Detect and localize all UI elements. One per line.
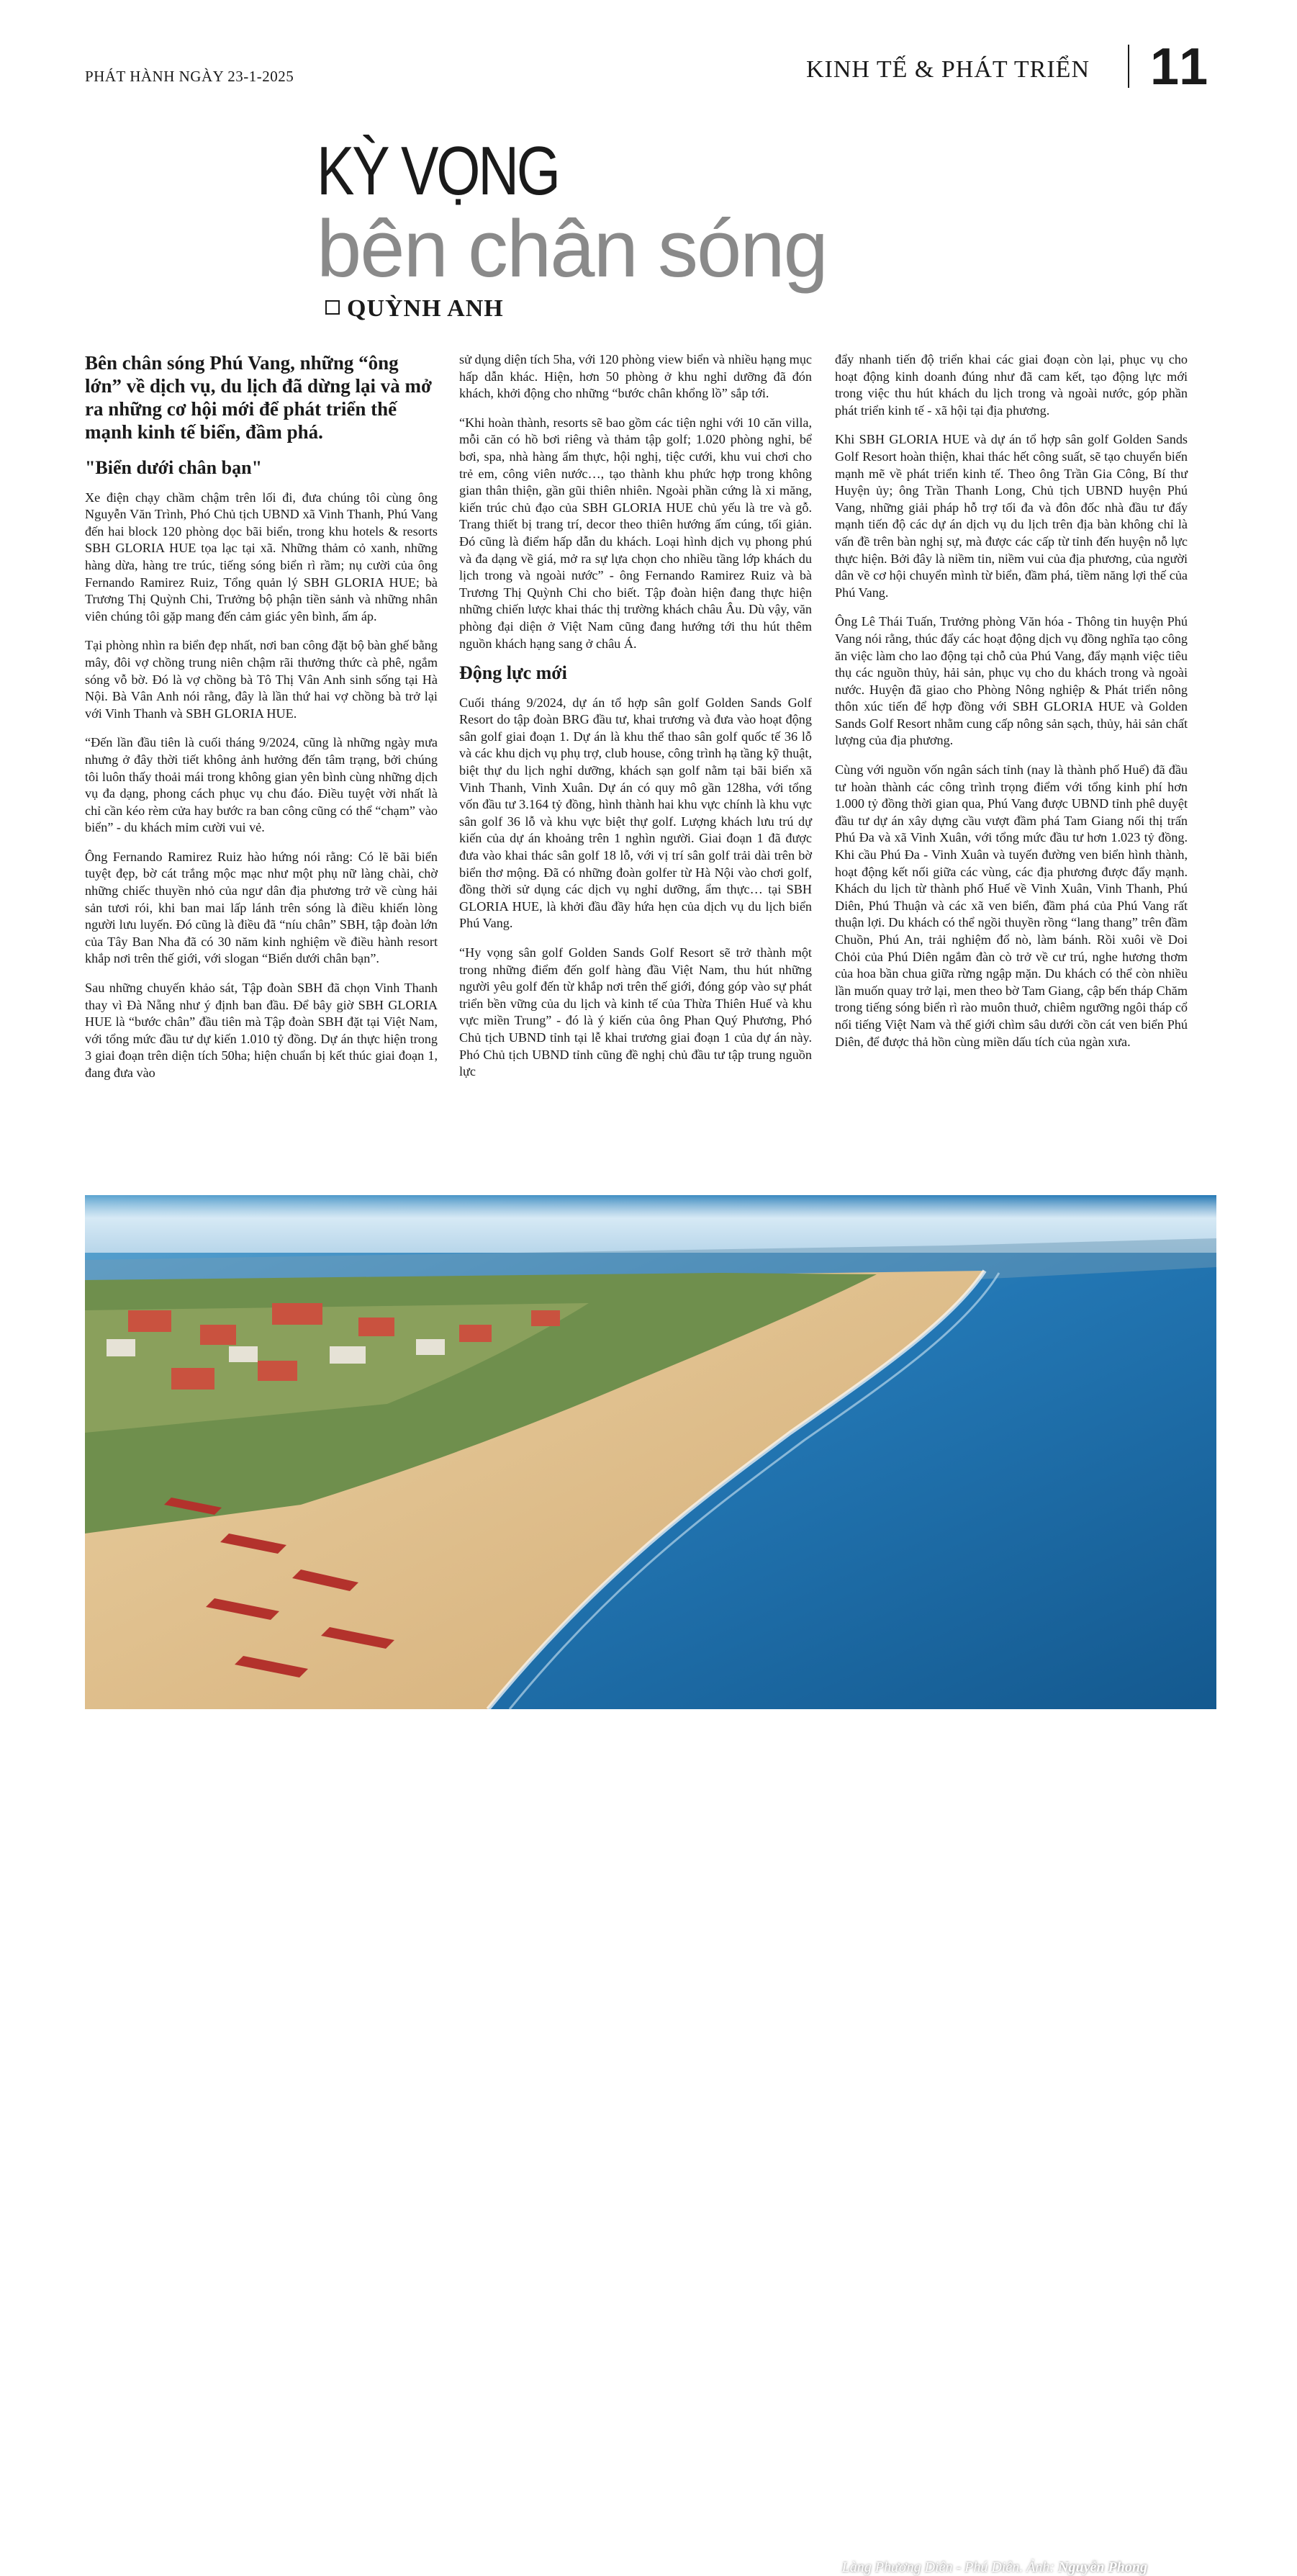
column-2 [459,351,812,1093]
paragraph: “Đến lần đầu tiên là cuối tháng 9/2024, cũng là những ngày mưa nhưng ở đây thời tiết không ảnh hưởng đến tâm trạng, bởi chúng tôi luôn thấy thoải mái trong không gian yên bình cùng những dịch vụ đa dạng, phong cách phục vụ chu đáo. Điều tuyệt vời nhất là chỉ cần kéo rèm cửa hay bước ra ban công cũng có thể “chạm” vào biển” - du khách mỉm cười vui vẻ. [85,735,438,835]
issue-date: PHÁT HÀNH NGÀY 23-1-2025 [85,68,294,85]
byline [325,295,504,323]
caption-author: Nguyễn Phong [1058,2559,1147,2575]
photo-caption [842,2559,1147,2576]
paragraph: “Hy vọng sân golf Golden Sands Golf Resort sẽ trở thành một trong những điểm đến golf hàng đầu Việt Nam, thu hút những người yêu golf đến từ khắp nơi trên thế giới, đóng góp vào sự phát triển bền vững của du lịch và kinh tế của Thừa Thiên Huế và khu vực miền Trung” - đó là ý kiến của ông Phan Quý Phương, Phó Chủ tịch UBND tỉnh tại lễ khai trương giai đoạn 1 của dự án này. Phó Chủ tịch UBND tỉnh cũng đề nghị chủ đầu tư tập trung nguồn lực [459,945,812,1079]
caption-text: Làng Phương Diên - Phú Diên. Ảnh: [841,2559,1055,2575]
paragraph: Khi SBH GLORIA HUE và dự án tổ hợp sân golf Golden Sands Golf Resort hoàn thiện, khai thác hết công suất, sẽ tạo chuyển biến mạnh mẽ về phát triển kinh tế. Theo ông Trần Gia Công, Bí thư Huyện ủy; ông Trần Thanh Long, Chủ tịch UBND huyện Phú Vang, những giải pháp hỗ trợ tối đa và đôn đốc nhà đầu tư đẩy mạnh tiến độ các dự án dịch vụ du lịch trên địa bàn không chỉ là vấn đề trên bàn nghị sự, mà được các cấp từ tỉnh đến huyện nỗ lực thực hiện. Bởi đây là niềm tin, niềm vui của địa phương, của người dân về cơ hội chuyển mình từ biển, đầm phá, tiềm năng lợi thế của Phú Vang. [835,432,1188,600]
paragraph: Cuối tháng 9/2024, dự án tổ hợp sân golf Golden Sands Golf Resort do tập đoàn BRG đầu tư, khai trương và đưa vào hoạt động sân golf giai đoạn 1. Dự án là khu thể thao sân golf quốc tế 36 lỗ và các khu dịch vụ phụ trợ, club house, công trình hạ tầng kỹ thuật, biệt thự du lịch nghỉ dưỡng, khách sạn golf nằm tại bãi biển xã Vinh Thanh, Vinh Xuân. Dự án có quy mô gần 128ha, với tổng vốn đầu tư 3.164 tỷ đồng, hình thành hai khu vực chính là khu vực sân golf 36 lỗ và khu vực biệt thự golf. Lượng khách lưu trú dự kiến của dự án khoảng trên 1 nghìn người. Giai đoạn 1 đã được đưa vào khai thác sân golf 18 lỗ, với vị trí sân golf trải dài trên bờ biển thơ mộng. Đã có những đoàn golfer từ Hà Nội vào chơi golf, đồng thời sử dụng các dịch vụ nghỉ dưỡng, ẩm thực… tại SBH GLORIA HUE, là khởi đầu đầy hứa hẹn của dịch vụ du lịch biển Phú Vang. [459,695,812,931]
section-title: KINH TẾ & PHÁT TRIỂN [806,56,1090,83]
byline-box-icon [325,300,340,315]
subheading-2: Động lực mới [459,662,567,684]
paragraph: Cùng với nguồn vốn ngân sách tỉnh (nay là thành phố Huế) đã đầu tư hoàn thành các công trình trọng điểm với tổng kinh phí hơn 1.000 tỷ đồng thời gian qua, Phú Vang được UBND tỉnh phê duyệt đầu tư dự án xây dựng cầu vượt đầm phá Tam Giang nối thị trấn Phú Đa và xã Vinh Xuân, với tổng mức đầu tư hơn 1.023 tỷ đồng. Khi cầu Phú Đa - Vinh Xuân và tuyến đường ven biển hình thành, hoạt động kết nối giữa các vùng, các địa phương được đẩy mạnh. Khách du lịch từ thành phố Huế về Vinh Xuân, Vinh Thanh, Phú Diên, Phú Thuận và các xã ven biển, đầm phá của Phú Vang rất thuận lợi. Du khách có thể ngồi thuyền rồng “lang thang” trên đầm Chuồn, Phú An, trải nghiệm đổ nò, làm bánh. Rồi xuôi về Doi Chỏi của Phú Diên ngắm đàn cò trở về cư trú, nghe hương thơm của hoa bần chua giữa rừng ngập mặn. Du khách có thể còn nhiều lần muốn quay trở lại, men theo bờ Tam Giang, cập bến tháp Chăm trong tiếng sóng biển rì rào muôn thuở, chiêm ngưỡng ngôi tháp cổ nối tiếng Việt Nam và thế giới chìm sâu dưới cồn cát ven biển Phú Diên, để được thả hồn cùng miền dấu tích của ngàn xưa. [835,762,1188,1049]
lead-paragraph: Bên chân sóng Phú Vang, những “ông lớn” về dịch vụ, du lịch đã dừng lại và mở ra những cơ hội mới để phát triển thế mạnh kinh tế biển, đầm phá. [85,352,432,443]
paragraph: “Khi hoàn thành, resorts sẽ bao gồm các tiện nghi với 10 căn villa, mỗi căn có hồ bơi riêng và thảm tập golf; 1.020 phòng nghỉ, bể bơi, spa, nhà hàng ẩm thực, hội nghị, tiệc cưới, khu vui chơi cho trẻ em, công viên nước…, tạo thành khu phức hợp trong không gian thân thiện, gần gũi thiên nhiên. Ngoài phần cứng là xi măng, kiến trúc chủ đạo của SBH GLORIA HUE chủ yếu là tre và gỗ. Trang thiết bị trang trí, decor theo thiên hướng ấm cúng, tối giản. Đó cũng là điểm hấp dẫn du khách. Loại hình dịch vụ phong phú và đa dạng về giá, mở ra sự lựa chọn cho nhiều tầng lớp khách du lịch trong và ngoài nước” - ông Fernando Ramirez Ruiz và bà Trương Thị Quỳnh Chi cho biết. Tập đoàn hiện đang thực hiện những chiến lược khai thác thị trường khách châu Âu. Dù vậy, văn phòng đại diện ở Việt Nam cũng đang hướng tới thu hút thêm nguồn khách hạng sang ở châu Á. [459,415,812,651]
beach-village-photo [85,1195,1216,2575]
paragraph: Tại phòng nhìn ra biển đẹp nhất, nơi ban công đặt bộ bàn ghế bằng mây, đôi vợ chồng trung niên chậm rãi thưởng thức cà phê, ngắm sóng vỗ bờ. Đó là vợ chồng bà Tô Thị Vân Anh sinh sống tại Hà Nội. Bà Vân Anh nói rằng, đây là lần thứ hai vợ chồng bà trở lại với Vinh Thanh và SBH GLORIA HUE. [85,638,438,721]
paragraph: sử dụng diện tích 5ha, với 120 phòng view biển và nhiều hạng mục hấp dẫn khác. Hiện, hơn 50 phòng ở khu nghỉ dưỡng đã đón khách, khởi động cho những “bước chân khổng lồ” sắp tới. [459,352,812,401]
aerial-coast-illustration [85,1195,1216,1709]
byline-author: QUỲNH ANH [347,295,504,322]
page-number: 11 [1150,38,1211,96]
paragraph: Ông Fernando Ramirez Ruiz hào hứng nói rằng: Có lẽ bãi biển tuyệt đẹp, bờ cát trắng mộc mạc như một phụ nữ làng chài, chờ những chiếc thuyền nhỏ của ngư dân địa phương trở về cùng hải sản tươi rói, khi ban mai lấp lánh trên sóng là điều khiến lòng người lưu luyến. Đó cũng là điều đã “níu chân” SBH, tập đoàn lớn của Tây Ban Nha đã có 30 năm kinh nghiệm về điều hành resort khắp nơi trên thế giới, với slogan “Biển dưới chân bạn”. [85,849,438,966]
column-1 [85,351,438,1094]
paragraph: Xe điện chạy chầm chậm trên lối đi, đưa chúng tôi cùng ông Nguyễn Văn Trình, Phó Chủ tịch UBND xã Vinh Thanh, Phú Vang đến hai block 120 phòng dọc bãi biển, trong khu hotels & resorts SBH GLORIA HUE tọa lạc tại xã. Những thảm cỏ xanh, những hàng dừa, hàng tre trúc, tiếng sóng biển rì rầm; nụ cười của ông Fernando Ramirez Ruiz, Tổng quản lý SBH GLORIA HUE; bà Trương Thị Quỳnh Chi, Trưởng bộ phận tiền sảnh và những nhân viên chúng tôi gặp mang đến cảm giác yên bình, ấm áp. [85,490,438,623]
paragraph: Sau những chuyến khảo sát, Tập đoàn SBH đã chọn Vinh Thanh thay vì Đà Nẵng như ý định ban đầu. Để bây giờ SBH GLORIA HUE là “bước chân” đầu tiên mà Tập đoàn SBH đặt tại Việt Nam, với tổng mức đầu tư dự kiến 1.010 tỷ đồng. Dự án thực hiện trong 3 giai đoạn trên diện tích 50ha; hiện chuẩn bị kết thúc giai đoạn 1, đang đưa vào [85,981,438,1080]
paragraph: đẩy nhanh tiến độ triển khai các giai đoạn còn lại, phục vụ cho hoạt động kinh doanh đúng như đã cam kết, tạo động lực mới trong việc thu hút khách du lịch trong và ngoài nước, góp phần phát triển kinh tế - xã hội tại địa phương. [835,352,1188,418]
headline-line2: bên chân sóng [317,204,827,294]
paragraph: Ông Lê Thái Tuấn, Trưởng phòng Văn hóa - Thông tin huyện Phú Vang nói rằng, thúc đẩy các hoạt động dịch vụ đồng nghĩa tạo công ăn việc làm cho lao động tại chỗ của Phú Vang, đẩy mạnh việc tiêu thụ các nguồn thủy, hải sản, phục vụ cho du khách trong và ngoài nước. Huyện đã giao cho Phòng Nông nghiệp & Phát triển nông thôn xúc tiến để hợp đồng với SBH GLORIA HUE và Golden Sands Golf Resort nhằm cung cấp nông sản sạch, thủy, hải sản chất lượng của địa phương. [835,614,1188,748]
subheading-1: "Biển dưới chân bạn" [85,457,262,478]
column-3 [835,351,1188,1063]
header-divider [1128,45,1129,88]
headline-line1: KỲ VỌNG [317,132,559,210]
